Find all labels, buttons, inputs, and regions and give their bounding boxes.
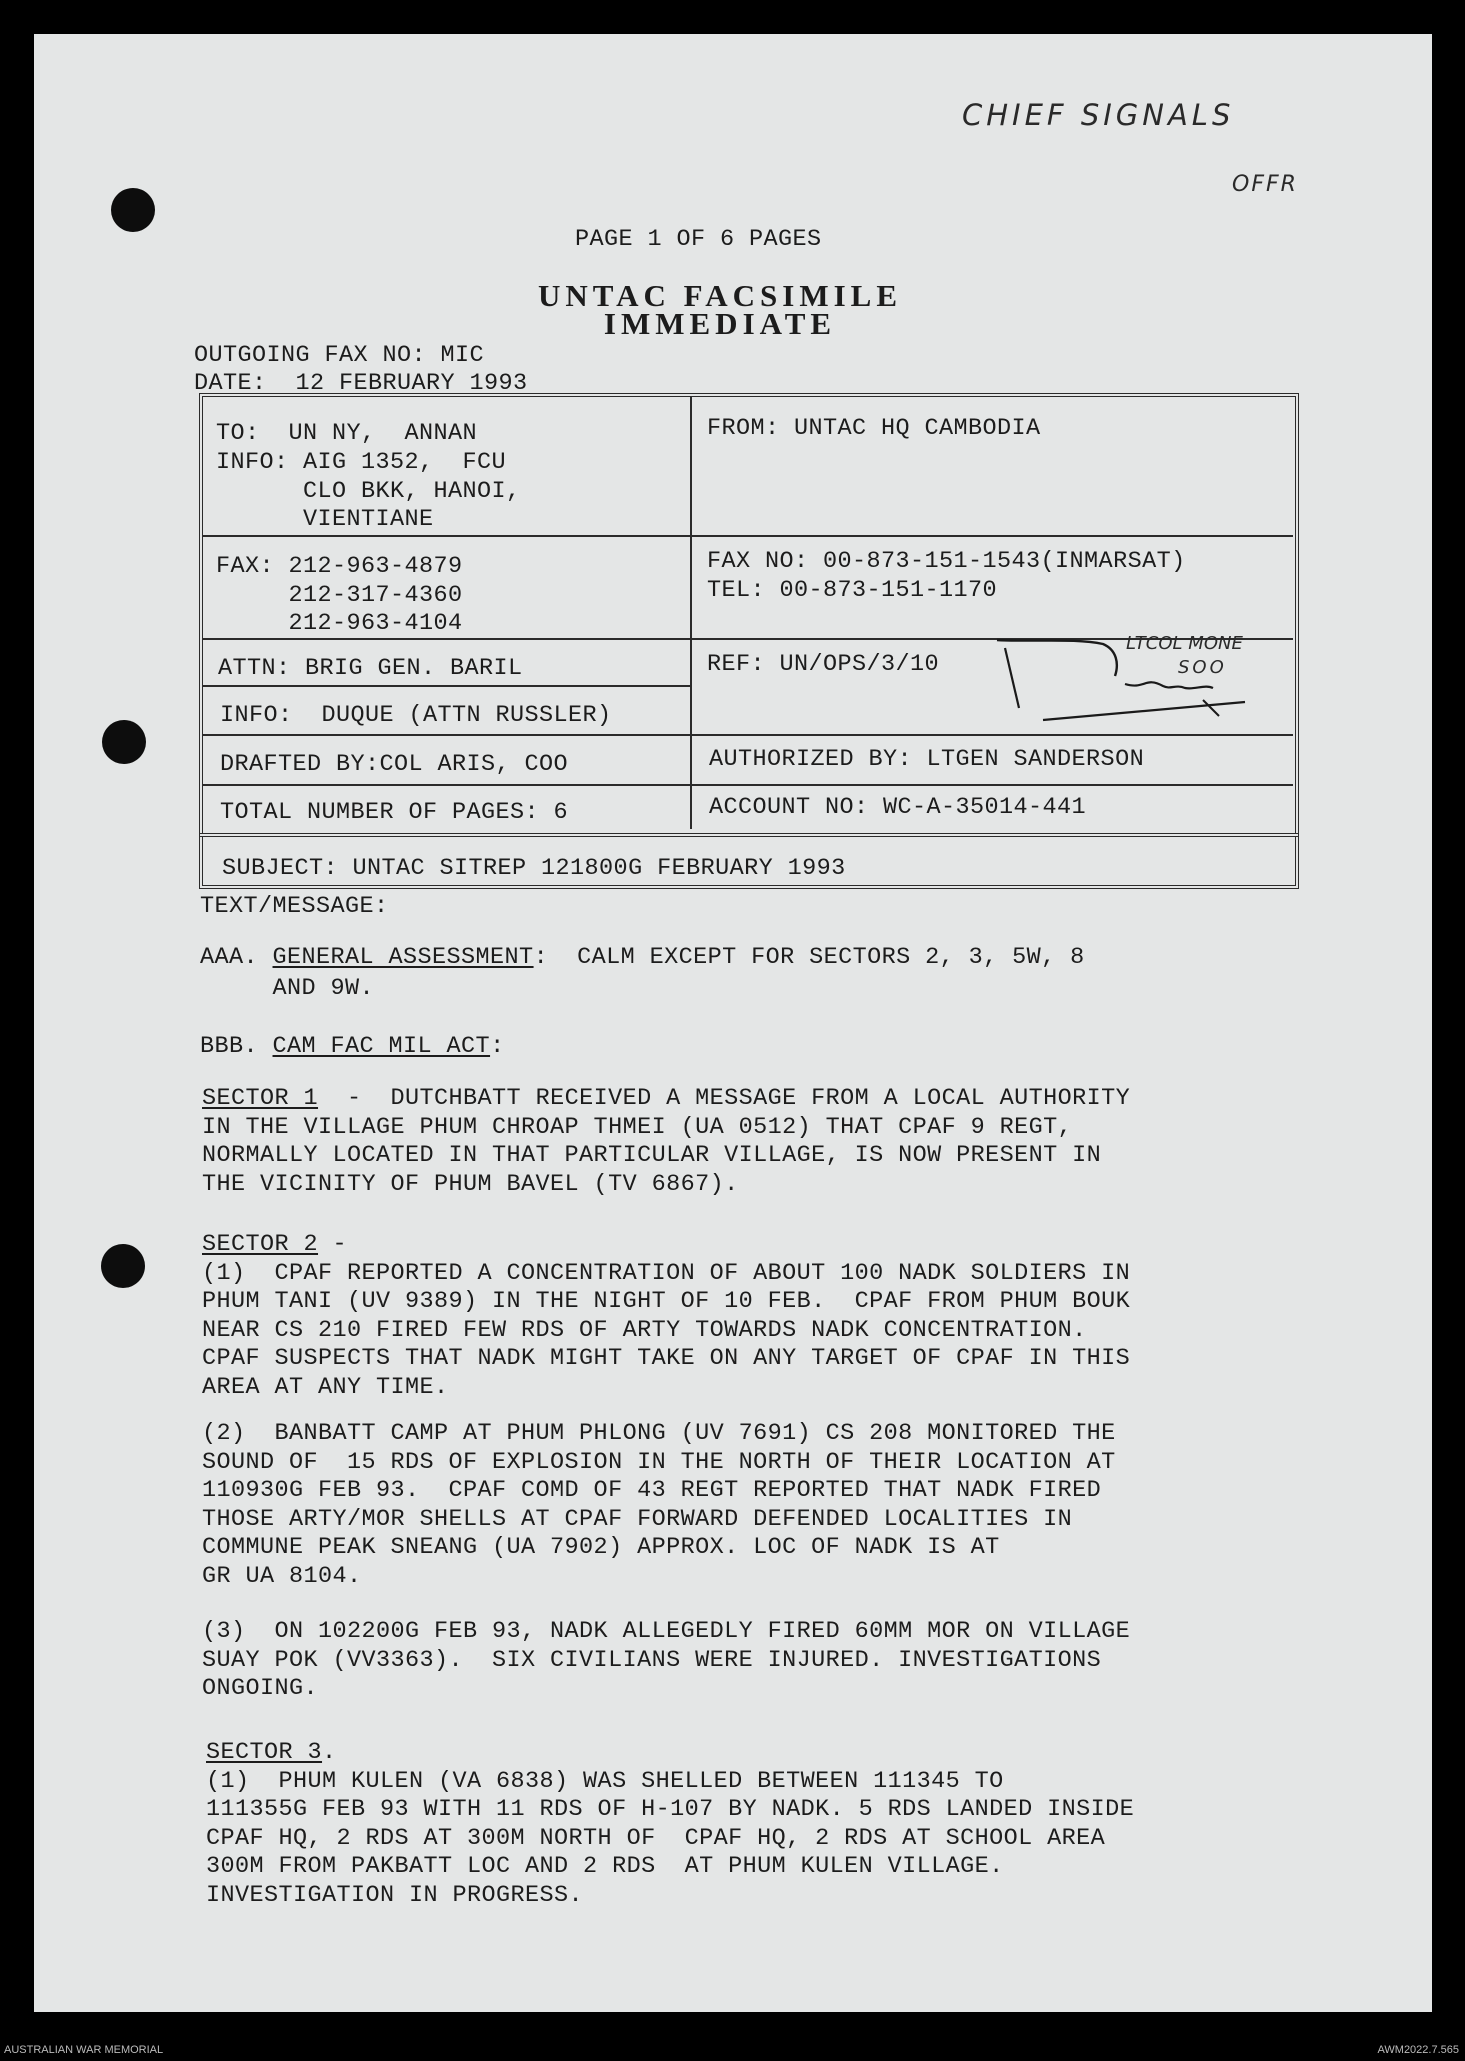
fax-number-field: FAX NO: 00-873-151-1543(INMARSAT): [707, 548, 1186, 575]
sector-3-line: INVESTIGATION IN PROGRESS.: [206, 1881, 584, 1909]
reference-field: REF: UN/OPS/3/10: [707, 651, 940, 678]
from-field: FROM: UNTAC HQ CAMBODIA: [707, 415, 1041, 442]
to-field: TO: UN NY, ANNAN: [216, 420, 478, 447]
sector-1-line: NORMALLY LOCATED IN THAT PARTICULAR VILLAGE, IS NOW PRESENT IN: [202, 1142, 1102, 1169]
punch-hole-bottom: [101, 1244, 145, 1288]
sector-2-line: GR UA 8104.: [202, 1562, 362, 1590]
sector-1-line: SECTOR 1 - DUTCHBATT RECEIVED A MESSAGE FROM A LOCAL AUTHORITY: [202, 1085, 1131, 1112]
sector-2-line: (3) ON 102200G FEB 93, NADK ALLEGEDLY FIRED 60MM MOR ON VILLAGE: [202, 1618, 1131, 1645]
sector-2-paragraph-2: [202, 1420, 1116, 1591]
sector-3-heading-line: SECTOR 3.: [206, 1739, 337, 1766]
punch-hole-middle: [102, 720, 146, 764]
sector-2-paragraph-3: [202, 1618, 1130, 1704]
sector-2-line: SUAY POK (VV3363). SIX CIVILIANS WERE INJURED. INVESTIGATIONS: [202, 1646, 1102, 1674]
table-divider: [203, 535, 1293, 537]
footer-catalogue-number: AWM2022.7.565: [1377, 2044, 1459, 2056]
table-divider: [203, 784, 1293, 786]
sector-2-line: SOUND OF 15 RDS OF EXPLOSION IN THE NORTH OF THEIR LOCATION AT: [202, 1448, 1116, 1476]
sector-2-line: (2) BANBATT CAMP AT PHUM PHLONG (UV 7691) CS 208 MONITORED THE: [202, 1420, 1116, 1447]
general-assessment: AAA. GENERAL ASSESSMENT: CALM EXCEPT FOR SECTORS 2, 3, 5W, 8: [200, 944, 1085, 971]
sector-2-line: AREA AT ANY TIME.: [202, 1373, 449, 1401]
punch-hole-top: [111, 188, 155, 232]
sector-1-line: THE VICINITY OF PHUM BAVEL (TV 6867).: [202, 1170, 739, 1198]
priority-label: IMMEDIATE: [603, 306, 837, 341]
subject-field: SUBJECT: UNTAC SITREP 121800G FEBRUARY 1993: [222, 855, 846, 882]
sector-2-line: COMMUNE PEAK SNEANG (UA 7902) APPROX. LOC OF NADK IS AT: [202, 1534, 1000, 1561]
sector-2-line: (1) CPAF REPORTED A CONCENTRATION OF ABOUT 100 NADK SOLDIERS IN: [202, 1259, 1131, 1287]
fax-field: FAX: 212-963-4879: [216, 553, 463, 580]
sector-3-line: CPAF HQ, 2 RDS AT 300M NORTH OF CPAF HQ, 2 RDS AT SCHOOL AREA: [206, 1824, 1106, 1852]
handwritten-note-offr: OFFR: [1232, 172, 1298, 197]
date-line: DATE: 12 FEBRUARY 1993: [194, 370, 528, 397]
text-message-label: TEXT/MESSAGE:: [200, 893, 389, 920]
page-indicator: PAGE 1 OF 6 PAGES: [575, 226, 822, 253]
authorized-by-field: AUTHORIZED BY: LTGEN SANDERSON: [709, 746, 1145, 773]
sector-2-line: THOSE ARTY/MOR SHELLS AT CPAF FORWARD DEFENDED LOCALITIES IN: [202, 1505, 1073, 1533]
sector-2-line: 110930G FEB 93. CPAF COMD OF 43 REGT REPORTED THAT NADK FIRED: [202, 1477, 1102, 1504]
handwritten-note-chief-signals: CHIEF SIGNALS: [962, 98, 1235, 132]
sector-2-line: CPAF SUSPECTS THAT NADK MIGHT TAKE ON ANY TARGET OF CPAF IN THIS: [202, 1345, 1131, 1372]
fax-field-line2: 212-317-4360: [216, 582, 463, 609]
footer-archive-name: AUSTRALIAN WAR MEMORIAL: [4, 2044, 164, 2056]
sector-2-heading-line: SECTOR 2 -: [202, 1231, 348, 1258]
account-number-field: ACCOUNT NO: WC-A-35014-441: [709, 794, 1087, 821]
handwritten-annotation-soo: SOO: [1178, 657, 1227, 678]
sector-3-line: (1) PHUM KULEN (VA 6838) WAS SHELLED BETWEEN 111345 TO: [206, 1767, 1004, 1795]
sector-2-line: ONGOING.: [202, 1675, 319, 1702]
telephone-field: TEL: 00-873-151-1170: [707, 577, 998, 604]
info-field-line2: CLO BKK, HANOI,: [216, 478, 521, 505]
sector-2-section: [202, 1231, 1130, 1402]
sector-2-heading: SECTOR 2: [202, 1231, 319, 1258]
sector-3-heading: SECTOR 3: [206, 1739, 323, 1766]
total-pages-field: TOTAL NUMBER OF PAGES: 6: [220, 799, 569, 826]
sector-1-line: IN THE VILLAGE PHUM CHROAP THMEI (UA 0512) THAT CPAF 9 REGT,: [202, 1113, 1073, 1141]
cam-fac-mil-act-heading: CAM FAC MIL ACT: [272, 1033, 491, 1060]
cam-fac-mil-act: BBB. CAM FAC MIL ACT:: [200, 1033, 505, 1060]
info-field: INFO: AIG 1352, FCU: [216, 449, 507, 476]
table-divider: [203, 685, 690, 687]
sector-2-line: PHUM TANI (UV 9389) IN THE NIGHT OF 10 FEB. CPAF FROM PHUM BOUK: [202, 1288, 1131, 1315]
general-assessment-heading: GENERAL ASSESSMENT: [272, 944, 534, 971]
sector-3-line: 111355G FEB 93 WITH 11 RDS OF H-107 BY NADK. 5 RDS LANDED INSIDE: [206, 1796, 1135, 1823]
sector-3-line: 300M FROM PAKBATT LOC AND 2 RDS AT PHUM KULEN VILLAGE.: [206, 1853, 1004, 1880]
fax-field-line3: 212-963-4104: [216, 610, 463, 637]
sector-1-heading: SECTOR 1: [202, 1085, 319, 1112]
general-assessment-line2: AND 9W.: [200, 975, 375, 1002]
sector-2-line: NEAR CS 210 FIRED FEW RDS OF ARTY TOWARDS NADK CONCENTRATION.: [202, 1316, 1087, 1344]
table-divider-vertical: [690, 397, 692, 829]
sector-3-section: [206, 1739, 1134, 1910]
info-field-line3: VIENTIANE: [216, 506, 434, 533]
sector-1-paragraph: [202, 1085, 1130, 1199]
document-title: UNTAC FACSIMILE: [537, 278, 903, 313]
info-duque-field: INFO: DUQUE (ATTN RUSSLER): [220, 702, 612, 729]
drafted-by-field: DRAFTED BY:COL ARIS, COO: [220, 751, 569, 778]
attn-field: ATTN: BRIG GEN. BARIL: [218, 655, 523, 682]
handwritten-annotation-ltcol: LTCOL MONE: [1126, 633, 1243, 654]
outgoing-fax-number: OUTGOING FAX NO: MIC: [194, 342, 485, 369]
